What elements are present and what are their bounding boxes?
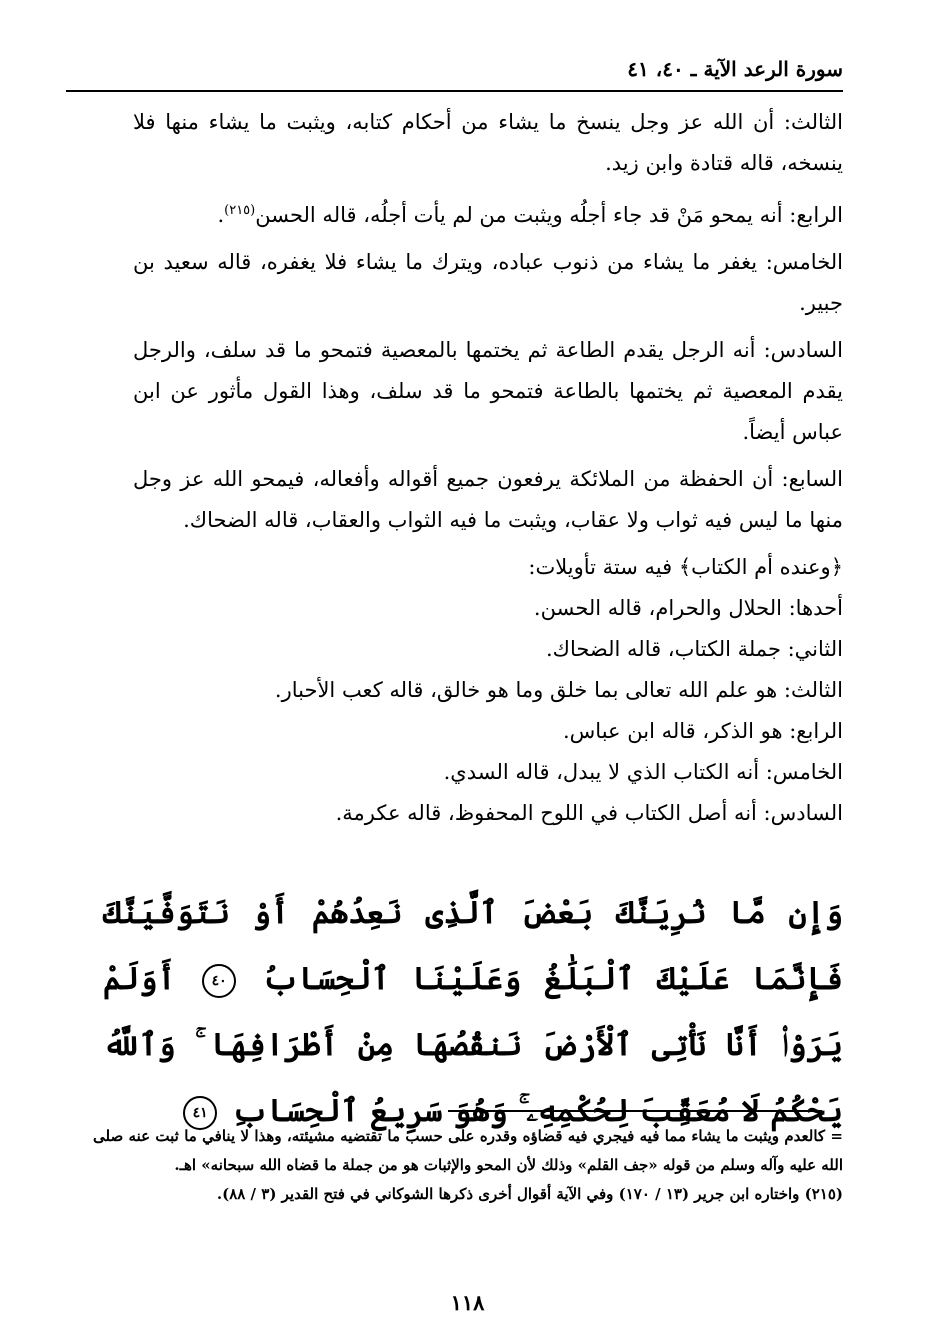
ayah-number-40-icon: ٤٠ (202, 964, 236, 998)
paragraph-fourth-text: الرابع: أنه يمحو مَنْ قد جاء أجلُه ويثبت من لم يأت أجلُه، قاله الحسن (255, 203, 843, 227)
ayah-number-41-icon: ٤١ (183, 1096, 217, 1130)
footnotes (93, 1122, 843, 1209)
quran-verses (103, 880, 843, 1144)
paragraph-sixth-opinion: السادس: أنه الرجل يقدم الطاعة ثم يختمها بالمعصية فتمحو ما قد سلف، والرجل يقدم المعصية ثم يختمها بالطاعة فتمحو ما قد سلف، وهذا القول مأثور عن ابن عباس أيضاً. (133, 338, 843, 444)
interpretation-item: الرابع: هو الذكر، قاله ابن عباس. (562, 719, 843, 743)
interpretation-item: السادس: أنه أصل الكتاب في اللوح المحفوظ، قاله عكرمة. (335, 801, 843, 825)
footnote-divider (448, 1110, 822, 1112)
footnote-215: (٢١٥) واختاره ابن جرير (١٣ / ١٧٠) وفي الآية أقوال أخرى ذكرها الشوكاني في فتح القدير (٣ / ٨٨). (216, 1185, 843, 1203)
interpretation-item: أحدها: الحلال والحرام، قاله الحسن. (533, 596, 843, 620)
page-number: ١١٨ (450, 1290, 485, 1315)
commentary-text (133, 102, 843, 834)
interpretation-item: الخامس: أنه الكتاب الذي لا يبدل، قاله السدي. (443, 760, 843, 784)
interpretation-item: الثاني: جملة الكتاب، قاله الضحاك. (545, 637, 843, 661)
paragraph-fourth-end: . (217, 203, 225, 227)
footnote-reference-215[interactable]: (٢١٥) (224, 203, 256, 218)
verse-41-text: أَوَلَمْ يَرَوْا۟ أَنَّا نَأْتِى ٱلْأَرْضَ نَنقُصُهَا مِنْ أَطْرَافِهَا ۚ وَٱللَّهُ يَحْكُمُ لَا مُعَقِّبَ لِحُكْمِهِۦ ۚ وَهُوَ سَرِيعُ ٱلْحِسَابِ (103, 961, 843, 1129)
header-divider (66, 90, 843, 92)
paragraph-seventh-opinion: السابع: أن الحفظة من الملائكة يرفعون جميع أقواله وأفعاله، فيمحو الله عز وجل منها ما ليس فيه ثواب ولا عقاب، ويثبت ما فيه الثواب والعقاب، قاله الضحاك. (133, 467, 843, 532)
verse-40-text: وَإِن مَّا نُرِيَنَّكَ بَعْضَ ٱلَّذِى نَعِدُهُمْ أَوْ نَتَوَفَّيَنَّكَ فَإِنَّمَا عَلَيْكَ ٱلْبَلَٰغُ وَعَلَيْنَا ٱلْحِسَابُ (103, 895, 843, 997)
paragraph-third-opinion: الثالث: أن الله عز وجل ينسخ ما يشاء من أحكام كتابه، ويثبت ما يشاء منها فلا ينسخه، قاله قتادة وابن زيد. (133, 110, 843, 175)
running-header (66, 56, 843, 82)
interpretation-item: الثالث: هو علم الله تعالى بما خلق وما هو خالق، قاله كعب الأحبار. (274, 678, 843, 702)
header-title: سورة الرعد الآية ـ ٤٠، ٤١ (627, 57, 843, 81)
paragraph-fourth-opinion (133, 190, 843, 236)
footnote-continued: = كالعدم ويثبت ما يشاء مما فيه فيجري فيه قضاؤه وقدره على حسب ما تقتضيه مشيئته، وهذا لا ينافي ما ثبت عنه صلى الله عليه وآله وسلم من قوله «جف القلم» وذلك لأن المحو والإثبات هو من جملة ما قضاه الله سبحانه» اهـ. (93, 1127, 843, 1174)
paragraph-fifth-opinion: الخامس: يغفر ما يشاء من ذنوب عباده، ويترك ما يشاء فلا يغفره، قاله سعيد بن جبير. (133, 250, 843, 315)
interpretations-heading: ﴿وعنده أم الكتاب﴾ فيه ستة تأويلات: (528, 555, 843, 579)
